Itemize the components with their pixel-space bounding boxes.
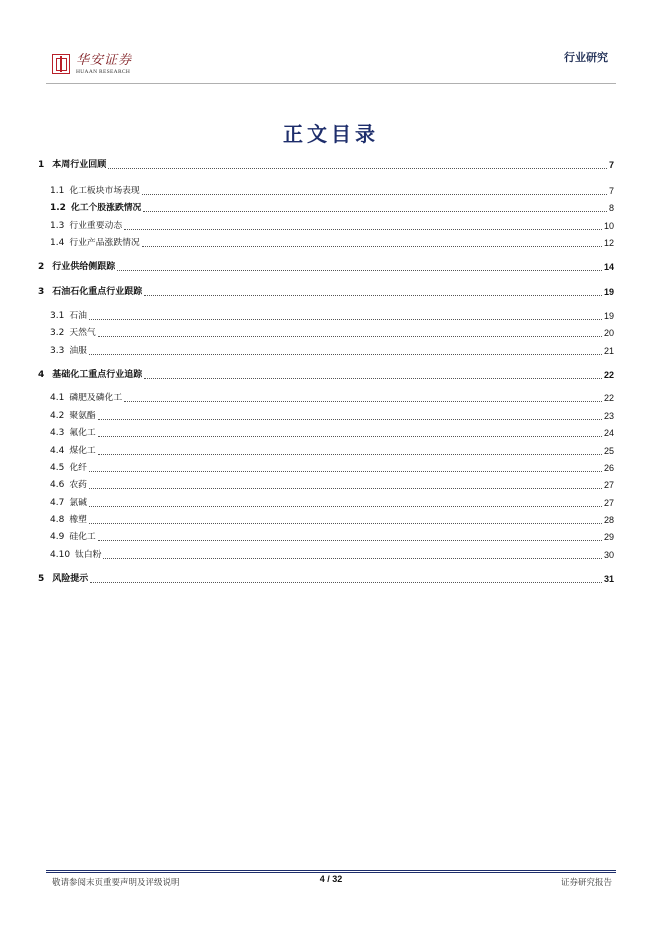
logo-name: 华安证券 <box>76 53 133 68</box>
toc-entry-page: 27 <box>603 480 614 490</box>
toc-entry-number: 3.1 <box>50 311 65 321</box>
footer-report-type: 证券研究报告 <box>560 878 612 888</box>
toc-entry-page: 31 <box>603 574 614 584</box>
toc-dot-leader <box>98 453 602 455</box>
toc-entry[interactable] <box>38 495 614 509</box>
toc-entry[interactable] <box>38 218 614 232</box>
toc-entry[interactable] <box>38 183 614 197</box>
toc-dot-leader <box>89 522 602 524</box>
toc-entry-number: 1.2 <box>50 203 66 213</box>
toc-entry[interactable] <box>38 529 614 543</box>
toc-entry-title: 基础化工重点行业追踪 <box>52 370 143 380</box>
toc-entry-title: 天然气 <box>69 328 96 338</box>
toc-dot-leader <box>89 505 602 507</box>
toc-entry-number: 3.2 <box>50 328 65 338</box>
toc-entry-page: 27 <box>603 498 614 508</box>
toc-dot-leader <box>143 210 607 212</box>
toc-entry-title: 氯碱 <box>69 498 87 508</box>
company-logo <box>52 54 144 80</box>
toc-entry[interactable] <box>38 308 614 322</box>
toc-entry[interactable] <box>38 460 614 474</box>
toc-entry[interactable] <box>38 235 614 249</box>
toc-entry-page: 23 <box>603 411 614 421</box>
toc-entry-number: 4.10 <box>50 550 71 560</box>
toc-entry-title: 本周行业回顾 <box>52 160 107 170</box>
toc-entry-page: 7 <box>608 160 614 170</box>
toc-entry-title: 化工个股涨跌情况 <box>70 203 142 213</box>
toc-entry-page: 26 <box>603 463 614 473</box>
toc-entry-title: 聚氨酯 <box>69 411 96 421</box>
toc-entry-number: 4.2 <box>50 411 65 421</box>
toc-entry[interactable] <box>38 512 614 526</box>
toc-entry[interactable] <box>38 157 614 171</box>
toc-entry-title: 煤化工 <box>69 446 96 456</box>
toc-entry-title: 橡塑 <box>69 515 87 525</box>
page-current: 4 <box>319 874 325 884</box>
toc-entry[interactable] <box>38 477 614 491</box>
toc-entry-page: 12 <box>603 238 614 248</box>
toc-entry-page: 21 <box>603 346 614 356</box>
toc-entry[interactable] <box>38 443 614 457</box>
toc-dot-leader <box>89 470 602 472</box>
toc-entry[interactable] <box>38 547 614 561</box>
toc-entry-title: 磷肥及磷化工 <box>69 393 123 403</box>
toc-entry-title: 石油石化重点行业跟踪 <box>52 287 143 297</box>
toc-entry-number: 4.8 <box>50 515 65 525</box>
page-header <box>0 0 662 90</box>
logo-english-name: HUAAN RESEARCH <box>76 69 131 75</box>
logo-seal-icon <box>52 54 70 74</box>
report-category: 行业研究 <box>564 51 608 64</box>
toc-entry[interactable] <box>38 571 614 585</box>
toc-dot-leader <box>117 269 602 271</box>
footer-divider-thin <box>46 872 616 873</box>
toc-entry[interactable] <box>38 343 614 357</box>
toc-dot-leader <box>103 557 602 559</box>
footer-disclaimer: 敬请参阅末页重要声明及评级说明 <box>52 878 180 888</box>
page-title: 正文目录 <box>283 122 379 146</box>
toc-entry-number: 3 <box>38 287 45 297</box>
toc-entry-number: 4.6 <box>50 480 65 490</box>
toc-dot-leader <box>124 228 602 230</box>
toc-dot-leader <box>90 581 602 583</box>
toc-dot-leader <box>89 353 602 355</box>
toc-entry[interactable] <box>38 390 614 404</box>
toc-dot-leader <box>89 318 602 320</box>
toc-dot-leader <box>98 539 602 541</box>
toc-dot-leader <box>142 193 607 195</box>
header-divider <box>46 83 616 84</box>
toc-entry[interactable] <box>38 259 614 273</box>
toc-entry-title: 行业供给侧跟踪 <box>52 262 116 272</box>
toc-entry-page: 29 <box>603 532 614 542</box>
toc-dot-leader <box>108 167 607 169</box>
toc-entry-page: 24 <box>603 428 614 438</box>
toc-entry-number: 1.3 <box>50 221 65 231</box>
toc-entry-title: 油服 <box>69 346 87 356</box>
toc-entry-title: 化纤 <box>69 463 87 473</box>
toc-dot-leader <box>98 435 602 437</box>
toc-entry-number: 4.5 <box>50 463 65 473</box>
toc-entry-page: 19 <box>603 287 614 297</box>
toc-dot-leader <box>98 335 602 337</box>
toc-entry-number: 2 <box>38 262 45 272</box>
toc-entry[interactable] <box>38 325 614 339</box>
toc-dot-leader <box>98 418 602 420</box>
toc-dot-leader <box>142 245 602 247</box>
toc-entry-number: 4 <box>38 370 45 380</box>
toc-entry-page: 7 <box>608 186 614 196</box>
toc-entry-title: 钛白粉 <box>75 550 102 560</box>
toc-entry-page: 22 <box>603 370 614 380</box>
toc-entry-page: 22 <box>603 393 614 403</box>
toc-entry-title: 风险提示 <box>52 574 89 584</box>
toc-entry-title: 行业重要动态 <box>69 221 123 231</box>
toc-entry[interactable] <box>38 367 614 381</box>
toc-dot-leader <box>124 400 602 402</box>
toc-entry-page: 19 <box>603 311 614 321</box>
toc-entry-number: 4.7 <box>50 498 65 508</box>
toc-entry[interactable] <box>38 284 614 298</box>
toc-entry-number: 3.3 <box>50 346 65 356</box>
toc-entry[interactable] <box>38 200 614 214</box>
toc-entry-title: 硅化工 <box>69 532 96 542</box>
toc-entry-number: 4.1 <box>50 393 65 403</box>
toc-entry-page: 14 <box>603 262 614 272</box>
toc-entry-title: 化工板块市场表现 <box>69 186 140 196</box>
toc-entry-number: 1.4 <box>50 238 65 248</box>
toc-dot-leader <box>89 487 602 489</box>
page-total: 32 <box>332 874 343 884</box>
toc-entry[interactable] <box>38 425 614 439</box>
toc-entry-page: 28 <box>603 515 614 525</box>
toc-entry-page: 25 <box>603 446 614 456</box>
toc-entry-number: 1 <box>38 160 45 170</box>
toc-entry-title: 石油 <box>69 311 87 321</box>
page-separator: / <box>324 874 333 884</box>
toc-entry-title: 行业产品涨跌情况 <box>69 238 140 248</box>
toc-entry-page: 20 <box>603 328 614 338</box>
toc-entry-number: 4.4 <box>50 446 65 456</box>
toc-entry-page: 30 <box>603 550 614 560</box>
toc-entry-title: 氟化工 <box>69 428 96 438</box>
footer-divider <box>46 870 616 871</box>
toc-dot-leader <box>144 377 602 379</box>
toc-entry-title: 农药 <box>69 480 87 490</box>
toc-entry-number: 4.9 <box>50 532 65 542</box>
toc-entry[interactable] <box>38 408 614 422</box>
toc-entry-number: 1.1 <box>50 186 65 196</box>
toc-entry-number: 5 <box>38 574 45 584</box>
toc-dot-leader <box>144 294 602 296</box>
toc-entry-page: 10 <box>603 221 614 231</box>
toc-entry-page: 8 <box>608 203 614 213</box>
toc-entry-number: 4.3 <box>50 428 65 438</box>
